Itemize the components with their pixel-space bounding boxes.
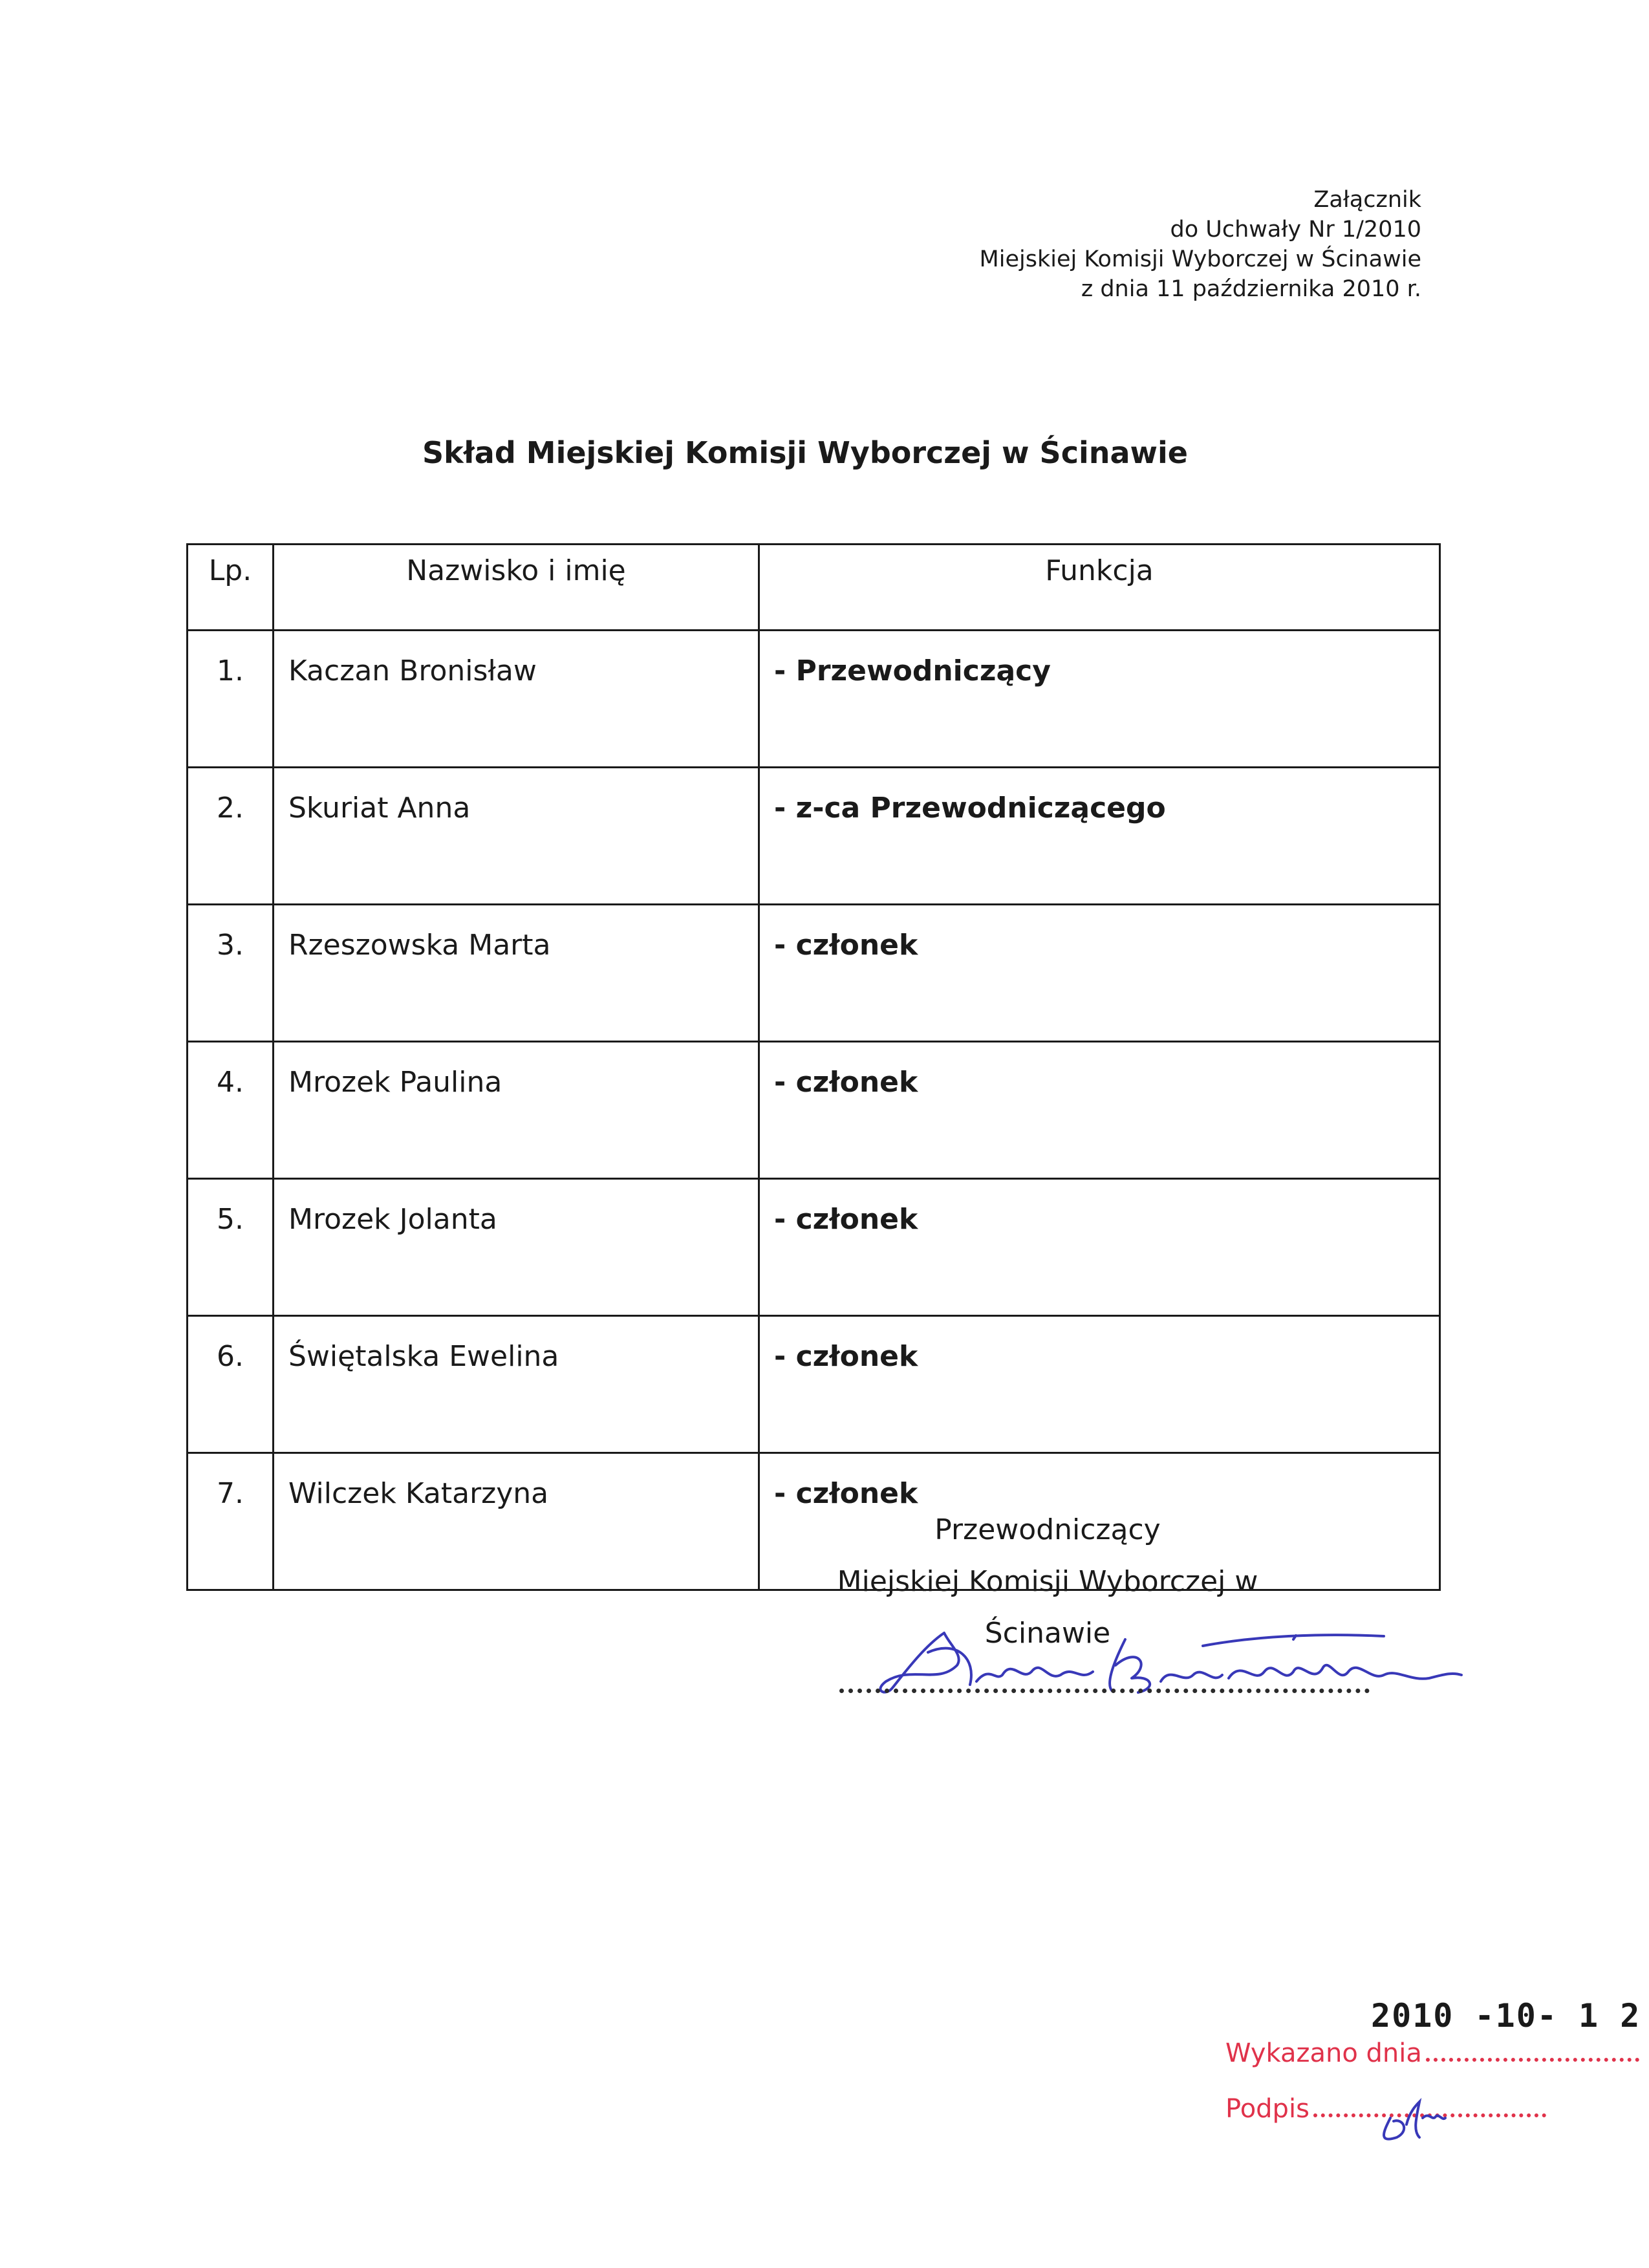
row-name: Mrozek Paulina	[274, 1042, 759, 1179]
row-name: Świętalska Ewelina	[274, 1316, 759, 1453]
annex-header	[980, 185, 1421, 304]
row-function: - z-ca Przewodniczącego	[759, 768, 1440, 905]
header-function: Funkcja	[759, 545, 1440, 631]
chairman-title: Przewodniczący	[934, 1513, 1161, 1546]
row-function: - członek	[759, 1316, 1440, 1453]
row-lp: 6.	[188, 1316, 274, 1453]
signature-stroke	[880, 1633, 971, 1692]
table-row	[188, 631, 1440, 768]
stamp-shown-dots	[1426, 2058, 1639, 2062]
table-row	[188, 1316, 1440, 1453]
row-name: Wilczek Katarzyna	[274, 1453, 759, 1590]
signature-stroke	[976, 1668, 1093, 1681]
row-lp: 3.	[188, 905, 274, 1042]
row-function: - członek	[759, 1453, 1440, 1590]
table-row	[188, 768, 1440, 905]
annex-line-4: z dnia 11 października 2010 r.	[1081, 276, 1421, 302]
row-function: - członek	[759, 1179, 1440, 1316]
document-title: Skład Miejskiej Komisji Wyborczej w Ścinawie	[422, 435, 1188, 470]
row-lp: 7.	[188, 1453, 274, 1590]
chairman-body: Miejskiej Komisji Wyborczej w Ścinawie	[837, 1565, 1258, 1650]
table-row	[188, 1179, 1440, 1316]
row-name: Kaczan Bronisław	[274, 631, 759, 768]
annex-line-1: Załącznik	[1313, 187, 1421, 213]
table-row	[188, 905, 1440, 1042]
initials-stroke	[1384, 2102, 1445, 2139]
stamp-sign-label: Podpis	[1225, 2094, 1310, 2124]
table-header-row	[188, 545, 1440, 631]
row-name: Skuriat Anna	[274, 768, 759, 905]
row-lp: 2.	[188, 768, 274, 905]
stamp-date: 2010 -10- 1 2	[1371, 1997, 1641, 2035]
row-function: - członek	[759, 905, 1440, 1042]
table-row	[188, 1042, 1440, 1179]
row-function: - Przewodniczący	[759, 631, 1440, 768]
row-lp: 4.	[188, 1042, 274, 1179]
signature-stroke	[1229, 1665, 1461, 1679]
stamp-initials	[1371, 2092, 1455, 2150]
row-lp: 5.	[188, 1179, 274, 1316]
row-lp: 1.	[188, 631, 274, 768]
signature-stroke	[1110, 1639, 1222, 1692]
signature-line	[839, 1689, 1370, 1693]
signature-stroke	[1203, 1635, 1384, 1646]
stamp-shown-label: Wykazano dnia	[1225, 2038, 1422, 2068]
annex-line-3: Miejskiej Komisji Wyborczej w Ścinawie	[979, 246, 1421, 272]
header-lp: Lp.	[188, 545, 274, 631]
header-name: Nazwisko i imię	[274, 545, 759, 631]
annex-line-2: do Uchwały Nr 1/2010	[1170, 217, 1421, 243]
row-name: Rzeszowska Marta	[274, 905, 759, 1042]
row-function: - członek	[759, 1042, 1440, 1179]
members-table	[186, 543, 1441, 1591]
stamp-shown-row	[1225, 2038, 1639, 2068]
row-name: Mrozek Jolanta	[274, 1179, 759, 1316]
